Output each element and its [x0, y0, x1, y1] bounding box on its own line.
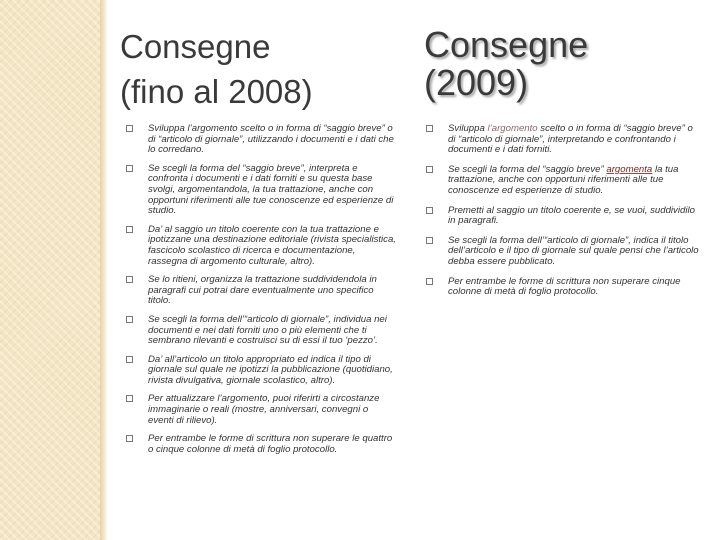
left-column-title: [120, 24, 313, 114]
list-item-text: Se scegli la forma dell’“articolo di giornale”, individua nei documenti e nei dati forniti uno o più elementi che ti sembrano rilevanti e costruisci su di essi il tuo ‘pezzo’.: [148, 313, 387, 347]
list-item: [126, 394, 396, 426]
list-item: [426, 124, 700, 156]
square-bullet-icon: [126, 316, 133, 323]
left-title-line1: Consegne: [120, 28, 271, 65]
list-item: [126, 434, 396, 455]
list-item-text: Premetti al saggio un titolo coerente e, se vuoi, suddividilo in paragrafi.: [448, 204, 695, 227]
square-bullet-icon: [426, 207, 433, 214]
list-item-text: Se lo ritieni, organizza la trattazione suddividendola in paragrafi cui potrai dare eventualmente uno specifico titolo.: [148, 274, 377, 307]
list-item: [426, 236, 700, 268]
square-bullet-icon: [126, 125, 133, 132]
list-item: [426, 206, 700, 227]
list-item-text: Sviluppa l’argomento scelto o in forma di “saggio breve” o di “articolo di giornale”, utilizzando i documenti e i dati che lo corredano.: [148, 123, 394, 156]
list-item: [126, 275, 396, 307]
list-item: [126, 124, 396, 156]
square-bullet-icon: [126, 395, 133, 402]
item1-pre: Sviluppa: [448, 123, 485, 134]
item2-highlighted-word: argomenta: [606, 163, 653, 175]
list-item-text: Da’ al saggio un titolo coerente con la tua trattazione e ipotizzane una destinazione editoriale (rivista specialistica, fascicolo scolastico di ricerca e documentazione, rassegna di argomento culturale, altro).: [148, 223, 396, 267]
list-item-text: Se scegli la forma del “saggio breve”, interpreta e confronta i documenti e i dati forniti e su questa base svolgi, argomentandola, la tua trattazione, anche con opportuni riferimenti alle tue conoscenze ed esperienze di studio.: [148, 162, 394, 217]
square-bullet-icon: [126, 276, 133, 283]
list-item-text: Per entrambe le forme di scrittura non superare cinque colonne di metà di foglio protocollo.: [448, 275, 681, 298]
square-bullet-icon: [426, 278, 433, 285]
list-item: [126, 225, 396, 267]
item1-soft-word: l’argomento: [487, 123, 538, 134]
right-title-line1: Consegne: [424, 24, 589, 65]
right-column-title: [424, 26, 588, 102]
square-bullet-icon: [126, 165, 133, 172]
list-item: [126, 164, 396, 217]
item2-pre: Se scegli la forma del “saggio breve”: [448, 163, 604, 175]
square-bullet-icon: [126, 356, 133, 363]
decorative-sidebar: [0, 0, 100, 540]
list-item-text: Se scegli la forma dell’“articolo di giornale”, indica il titolo dell’articolo e il tipo di giornale sul quale pensi che l’articolo debba essere pubblicato.: [448, 234, 699, 267]
item1-post: scelto o in forma di “saggio breve” o di “articolo di giornale”, interpretando e confrontando i documenti e i dati forniti.: [448, 123, 693, 156]
right-bullet-list: [426, 124, 700, 307]
left-title-line2: (fino al 2008): [120, 73, 313, 110]
list-item: [126, 355, 396, 387]
item2-post: la tua trattazione, anche con opportuni riferimenti alle tue conoscenze ed esperienze di studio.: [448, 163, 679, 196]
list-item: [426, 165, 700, 197]
square-bullet-icon: [126, 435, 133, 442]
square-bullet-icon: [426, 237, 433, 244]
list-item: [426, 277, 700, 298]
square-bullet-icon: [126, 226, 133, 233]
list-item-text: Da’ all’articolo un titolo appropriato ed indica il tipo di giornale sul quale ne ipotizzi la pubblicazione (quotidiano, rivista divulgativa, giornale scolastico, altro).: [148, 353, 393, 386]
list-item-text: Per entrambe le forme di scrittura non superare le quattro o cinque colonne di metà di foglio protocollo.: [148, 433, 393, 455]
square-bullet-icon: [426, 166, 433, 173]
square-bullet-icon: [426, 125, 433, 132]
left-bullet-list: [126, 124, 396, 463]
list-item: [126, 315, 396, 347]
right-title-line2: (2009): [424, 62, 529, 103]
sidebar-edge: [100, 0, 108, 540]
list-item-text: Per attualizzare l’argomento, puoi riferirti a circostanze immaginarie o reali (mostre, anniversari, convegni o eventi di rilievo).: [148, 393, 380, 426]
